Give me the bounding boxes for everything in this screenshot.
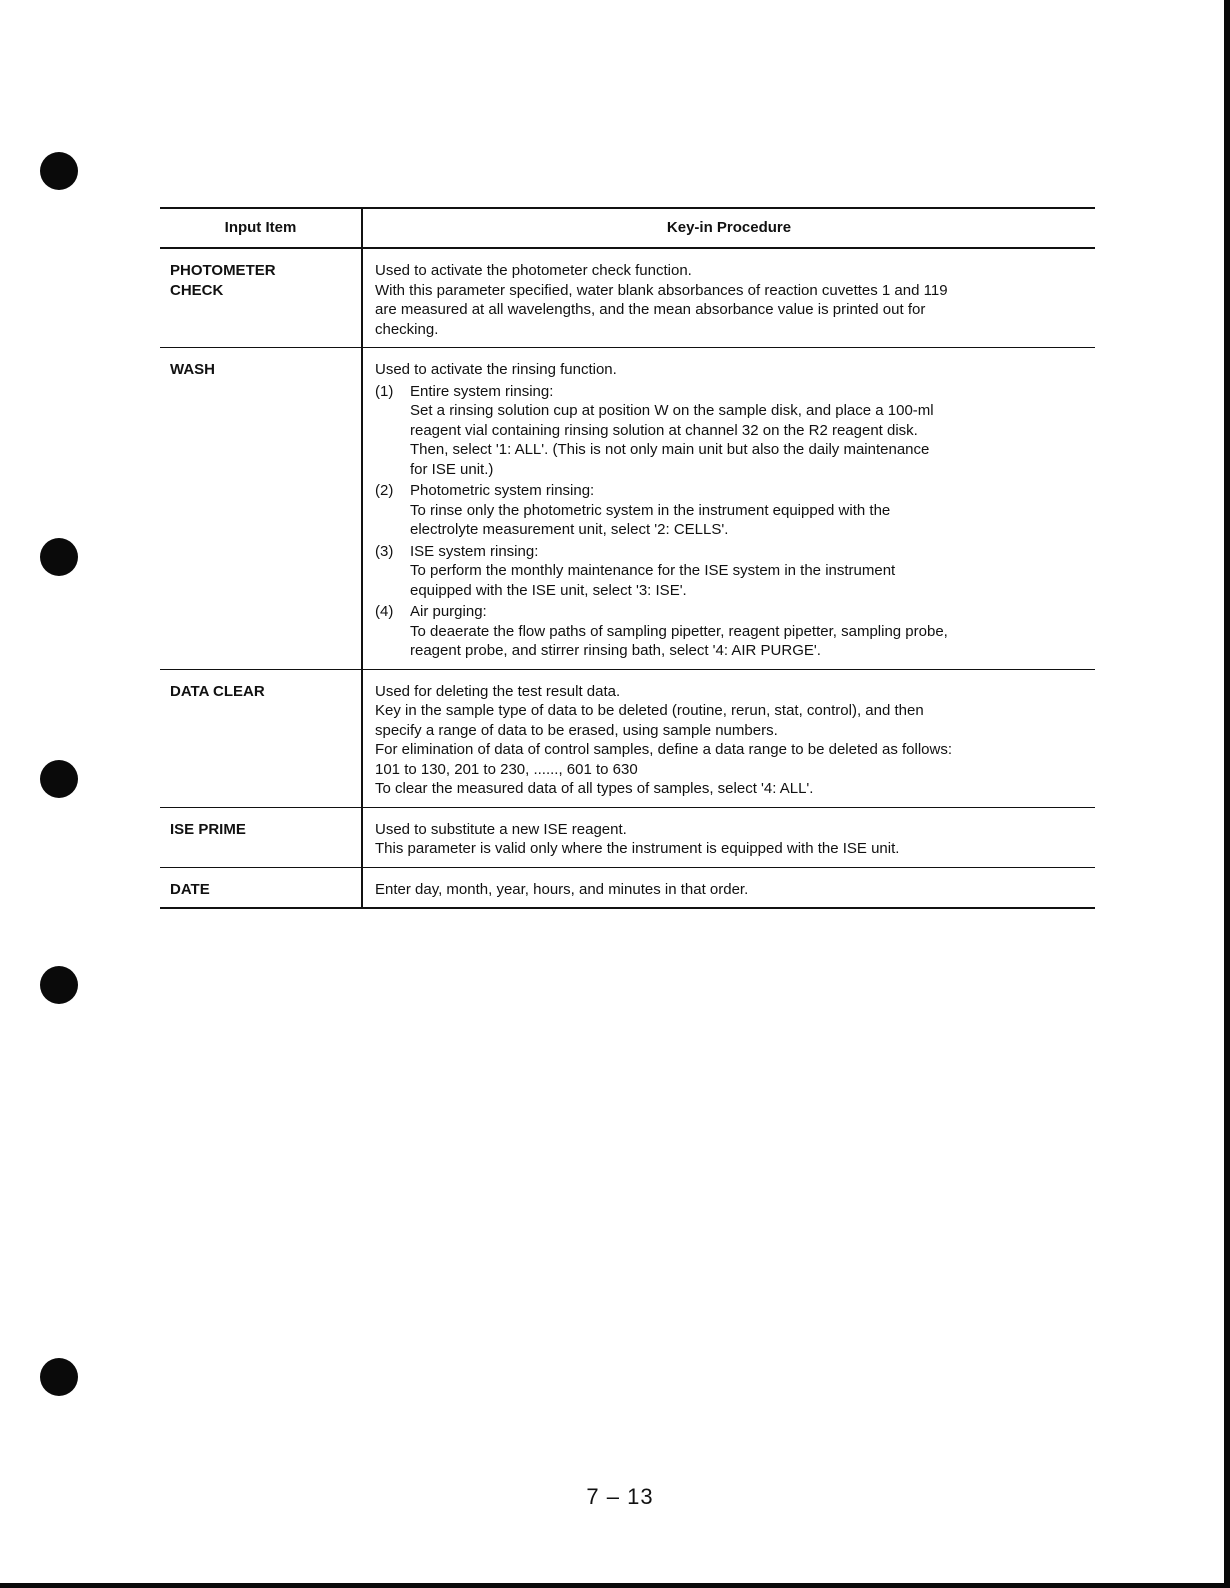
row-input-item: ISE PRIME bbox=[160, 807, 362, 867]
row-procedure bbox=[362, 669, 1095, 807]
row-procedure bbox=[362, 867, 1095, 908]
procedure-line: Used to substitute a new ISE reagent. bbox=[375, 820, 627, 838]
scan-border-right bbox=[1224, 0, 1230, 1588]
row-input-item: WASH bbox=[160, 348, 362, 670]
procedure-line: For elimination of data of control samples, define a data range to be deleted as follows: bbox=[375, 741, 953, 758]
subitem-number: (2) bbox=[375, 482, 394, 499]
subitem-number: (3) bbox=[375, 542, 394, 560]
table-row bbox=[160, 867, 1095, 908]
binder-hole bbox=[40, 1358, 78, 1396]
header-key-in-procedure: Key-in Procedure bbox=[666, 219, 792, 237]
procedure-line: Used to activate the rinsing function. bbox=[375, 361, 617, 378]
procedure-subitem bbox=[375, 382, 1085, 480]
row-procedure bbox=[362, 348, 1095, 670]
subitem-heading: Photometric system rinsing: bbox=[410, 482, 595, 499]
subitem-line: reagent vial containing rinsing solution at channel 32 on the R2 reagent disk. bbox=[410, 421, 918, 439]
subitem-line: Set a rinsing solution cup at position W on the sample disk, and place a 100-ml bbox=[410, 402, 934, 419]
procedure-line: are measured at all wavelengths, and the mean absorbance value is printed out for bbox=[375, 301, 926, 318]
row-input-item: PHOTOMETER CHECK bbox=[160, 248, 362, 348]
subitem-line: To rinse only the photometric system in the instrument equipped with the bbox=[410, 501, 891, 519]
procedure-subitem bbox=[375, 542, 1085, 601]
input-item-table bbox=[160, 207, 1095, 909]
procedure-line: checking. bbox=[375, 320, 439, 338]
procedure-line: To clear the measured data of all types of samples, select '4: ALL'. bbox=[375, 780, 814, 797]
binder-hole bbox=[40, 966, 78, 1004]
table-row bbox=[160, 807, 1095, 867]
subitem-heading: Air purging: bbox=[410, 603, 487, 620]
subitem-line: Then, select '1: ALL'. (This is not only main unit but also the daily maintenance bbox=[410, 441, 930, 458]
scan-border-bottom bbox=[0, 1583, 1230, 1588]
procedure-line: Enter day, month, year, hours, and minutes in that order. bbox=[375, 880, 749, 898]
procedure-subitem bbox=[375, 602, 1085, 661]
binder-hole bbox=[40, 760, 78, 798]
binder-hole bbox=[40, 538, 78, 576]
procedure-subitem bbox=[375, 481, 1085, 540]
binder-hole bbox=[40, 152, 78, 190]
table-row bbox=[160, 669, 1095, 807]
subitem-line: reagent probe, and stirrer rinsing bath, select '4: AIR PURGE'. bbox=[410, 642, 821, 659]
table-header-row bbox=[160, 208, 1095, 248]
subitem-line: To deaerate the flow paths of sampling pipetter, reagent pipetter, sampling probe, bbox=[410, 622, 948, 640]
subitem-heading: ISE system rinsing: bbox=[410, 542, 539, 560]
row-input-item: DATA CLEAR bbox=[160, 669, 362, 807]
procedure-line: 101 to 130, 201 to 230, ......, 601 to 630 bbox=[375, 760, 638, 778]
subitem-line: for ISE unit.) bbox=[410, 460, 494, 478]
subitem-number: (4) bbox=[375, 603, 394, 620]
procedure-line: specify a range of data to be erased, using sample numbers. bbox=[375, 721, 778, 739]
procedure-line: With this parameter specified, water blank absorbances of reaction cuvettes 1 and 119 bbox=[375, 281, 948, 299]
subitem-heading: Entire system rinsing: bbox=[410, 382, 554, 400]
row-input-item: DATE bbox=[160, 867, 362, 908]
subitem-number: (1) bbox=[375, 382, 394, 400]
subitem-line: To perform the monthly maintenance for the ISE system in the instrument bbox=[410, 562, 896, 579]
header-input-item: Input Item bbox=[160, 208, 362, 248]
procedure-line: Used to activate the photometer check function. bbox=[375, 262, 692, 279]
page-number: 7 – 13 bbox=[586, 1484, 654, 1509]
procedure-line: Used for deleting the test result data. bbox=[375, 682, 621, 700]
table-row bbox=[160, 348, 1095, 670]
row-procedure bbox=[362, 807, 1095, 867]
procedure-line: Key in the sample type of data to be deleted (routine, rerun, stat, control), and then bbox=[375, 702, 924, 719]
table-row bbox=[160, 248, 1095, 348]
subitem-line: equipped with the ISE unit, select '3: ISE'. bbox=[410, 581, 687, 599]
procedure-line: This parameter is valid only where the instrument is equipped with the ISE unit. bbox=[375, 840, 900, 857]
subitem-line: electrolyte measurement unit, select '2: CELLS'. bbox=[410, 521, 729, 538]
row-procedure bbox=[362, 248, 1095, 348]
